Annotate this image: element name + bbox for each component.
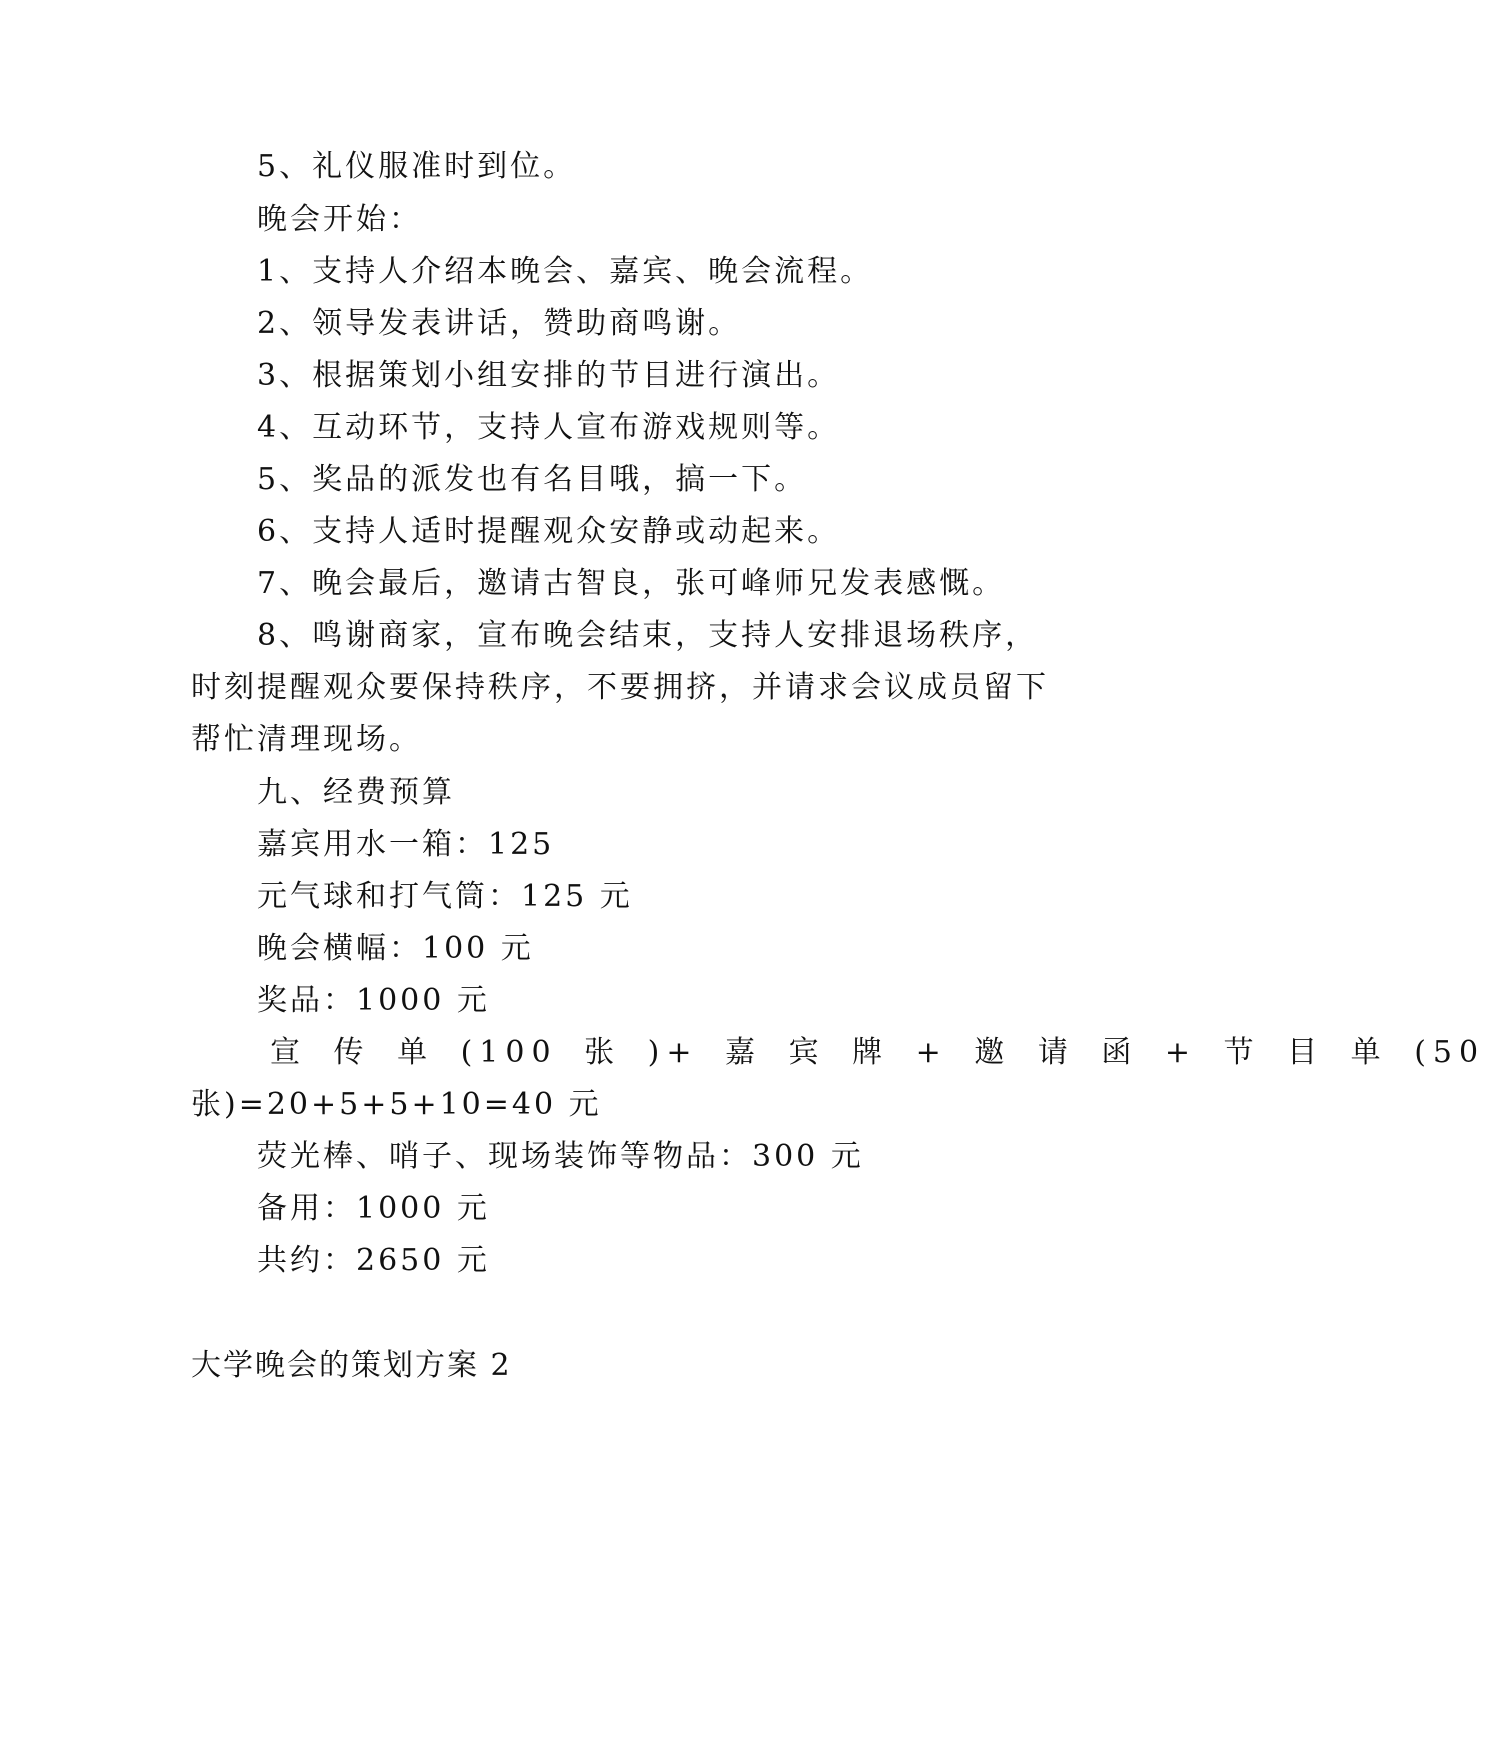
text-line-item-5: 5、奖品的派发也有名目哦，搞一下。 (257, 462, 808, 497)
text-line-budget-print-cont: 张)=20+5+5+10=40 元 (191, 1087, 602, 1122)
text-line-item-4: 4、互动环节，支持人宣布游戏规则等。 (257, 410, 841, 445)
text-line-budget-water: 嘉宾用水一箱：125 (257, 827, 555, 862)
text-line-budget-reserve: 备用：1000 元 (257, 1191, 490, 1226)
text-line-budget-print: 宣 传 单 (100 张 )+ 嘉 宾 牌 + 邀 请 函 + 节 目 单 (50 (270, 1035, 1486, 1070)
text-line-budget-supplies: 荧光棒、哨子、现场装饰等物品：300 元 (257, 1139, 864, 1174)
text-line-budget-heading: 九、经费预算 (257, 775, 455, 810)
text-line-party-start: 晚会开始： (257, 202, 422, 237)
text-line-budget-prizes: 奖品：1000 元 (257, 983, 490, 1018)
text-line-item-8: 8、鸣谢商家，宣布晚会结束，支持人安排退场秩序， (257, 618, 1039, 653)
text-line-item-7: 7、晚会最后，邀请古智良，张可峰师兄发表感慨。 (257, 566, 1006, 601)
text-line-budget-banner: 晚会横幅：100 元 (257, 931, 534, 966)
text-line-item-2: 2、领导发表讲话，赞助商鸣谢。 (257, 306, 742, 341)
text-line-item-1: 1、支持人介绍本晚会、嘉宾、晚会流程。 (257, 254, 874, 289)
text-line-item-8-cont-1: 时刻提醒观众要保持秩序，不要拥挤，并请求会议成员留下 (191, 670, 1049, 705)
text-line-budget-total: 共约：2650 元 (257, 1243, 490, 1278)
section-title: 大学晚会的策划方案 2 (191, 1348, 512, 1383)
text-line-item-6: 6、支持人适时提醒观众安静或动起来。 (257, 514, 841, 549)
text-line-item-8-cont-2: 帮忙清理现场。 (191, 722, 422, 757)
text-line-item-3: 3、根据策划小组安排的节目进行演出。 (257, 358, 841, 393)
text-line-budget-balloons: 元气球和打气筒：125 元 (257, 879, 633, 914)
text-line-etiquette: 5、礼仪服准时到位。 (257, 149, 577, 184)
